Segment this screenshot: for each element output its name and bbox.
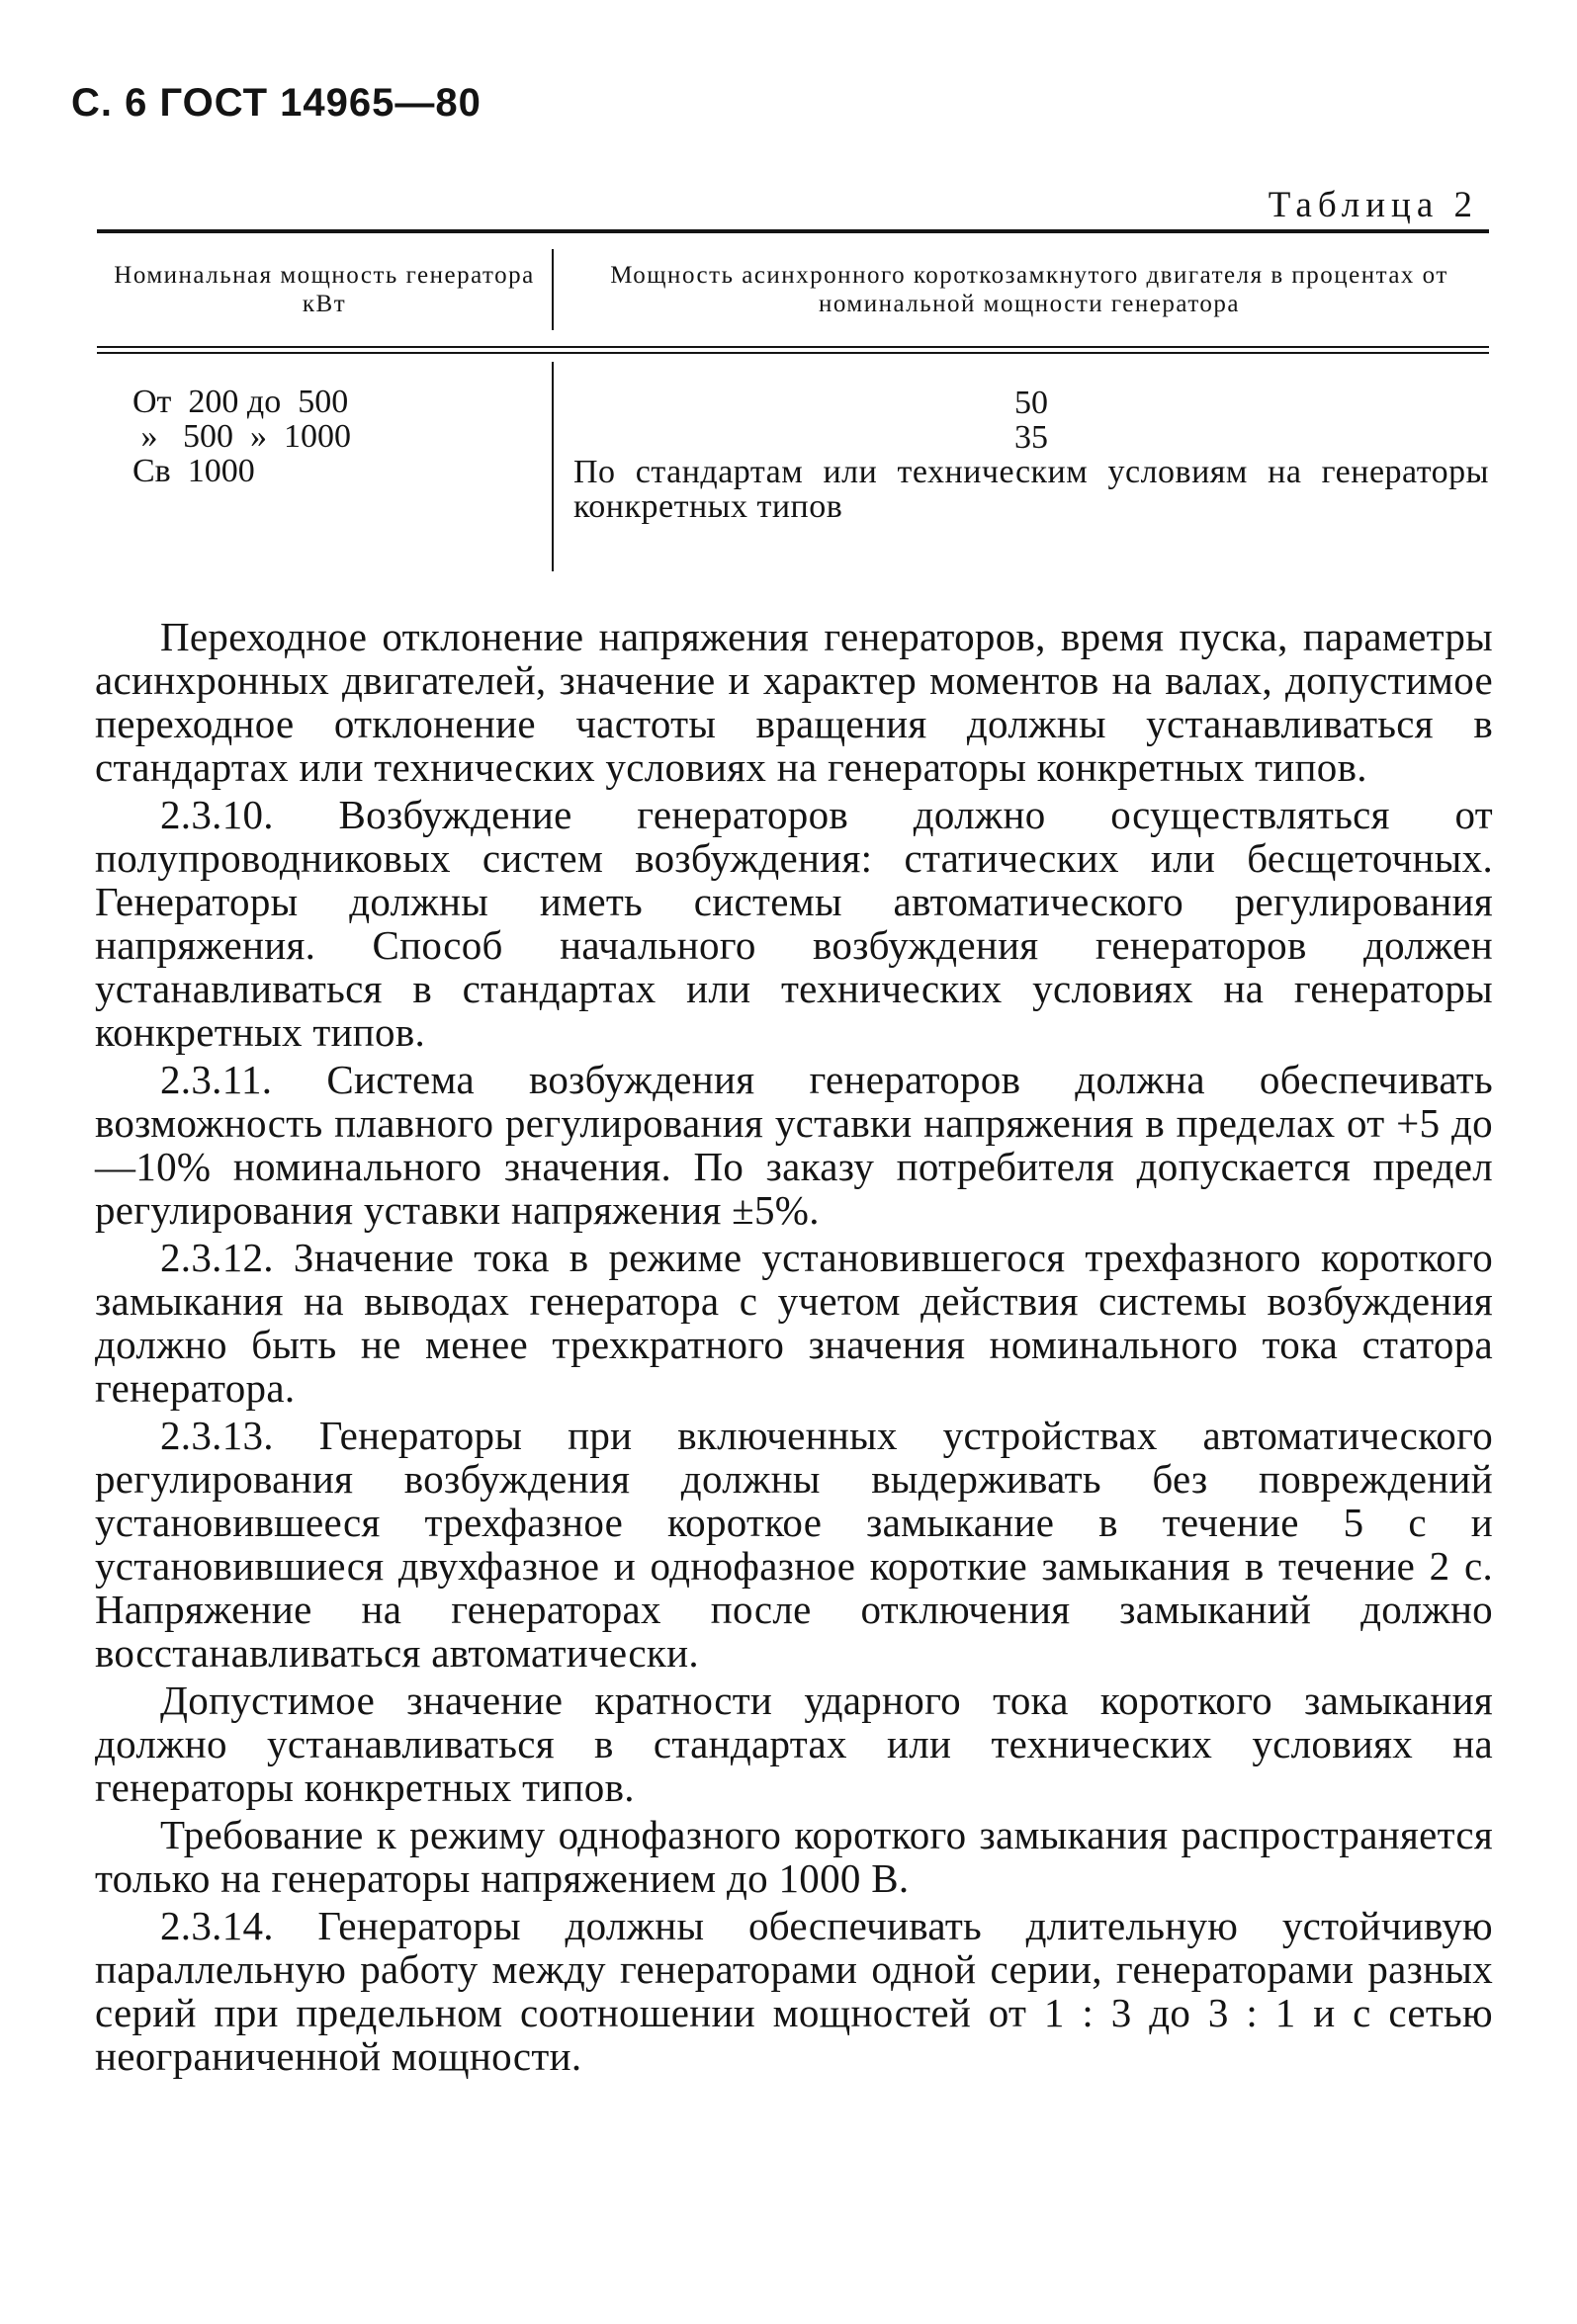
- generator-power-column: [132, 386, 538, 489]
- motor-power-column: [573, 386, 1489, 524]
- table-cell-power: » 500 » 1000: [132, 418, 351, 455]
- table-body-divider: [552, 362, 554, 571]
- table-cell-motor: 35: [1014, 419, 1048, 456]
- table-cell-power: От 200 до 500: [132, 384, 349, 420]
- paragraph-surge-current: Допустимое значение кратности ударного тока короткого замыкания должно устанавливаться в стандартах или технических условиях на генераторы конкретных типов.: [95, 1678, 1493, 1810]
- clause-2-3-11: 2.3.11. Система возбуждения генераторов должна обеспечивать возможность плавного регулирования уставки напряжения в пределах от +5 до —10% номинального значения. По заказу потребителя допускается предел регулирования уставки напряжения ±5%.: [95, 1057, 1493, 1233]
- clause-2-3-13: 2.3.13. Генераторы при включенных устройствах автоматического регулирования возбуждения должны выдерживать без повреждений установившееся трехфазное короткое замыкание в течение 5 с и установившиеся двухфазное и однофазное короткие замыкания в течение 2 с. Напряжение на генераторах после отключения замыканий должно восстанавливаться автоматически.: [95, 1413, 1493, 1676]
- table-top-rule: [97, 229, 1489, 233]
- clause-2-3-12: 2.3.12. Значение тока в режиме установившегося трехфазного короткого замыкания на выводах генератора с учетом действия системы возбуждения должно быть не менее трехкратного значения номинального тока статора генератора.: [95, 1235, 1493, 1411]
- clause-2-3-10: 2.3.10. Возбуждение генераторов должно осуществляться от полупроводниковых систем возбуждения: статических или бесщеточных. Генераторы должны иметь системы автоматического регулирования напряжения. Способ начального возбуждения генераторов должен устанавливаться в стандартах или технических условиях на генераторы конкретных типов.: [95, 792, 1493, 1055]
- column-header-generator-power: Номинальная мощность генератора кВт: [114, 262, 535, 317]
- table-caption: Таблица 2: [1268, 185, 1478, 225]
- table-cell-motor: 50: [1014, 385, 1048, 421]
- table-cell-motor: По стандартам или техническим условиям на генераторы конкретных типов: [573, 454, 1489, 525]
- table-header-divider: [552, 249, 554, 330]
- running-head: С. 6 ГОСТ 14965—80: [71, 81, 482, 125]
- power-table: [97, 229, 1489, 577]
- clause-2-3-14: 2.3.14. Генераторы должны обеспечивать длительную устойчивую параллельную работу между генераторами одной серии, генераторами разных серий при предельном соотношении мощностей от 1 : 3 до 3 : 1 и с сетью неограниченной мощности.: [95, 1903, 1493, 2079]
- table-header-rule-double: [97, 352, 1489, 354]
- table-cell-power: Св 1000: [132, 453, 255, 489]
- body-text: [95, 615, 1493, 2082]
- paragraph-transient: Переходное отклонение напряжения генераторов, время пуска, параметры асинхронных двигателей, значение и характер моментов на валах, допустимое переходное отклонение частоты вращения должны устанавливаться в стандартах или технических условиях на генераторы конкретных типов.: [95, 614, 1493, 790]
- table-header-rule: [97, 346, 1489, 348]
- column-header-motor-power: Мощность асинхронного короткозамкнутого двигателя в процентах от номинальной мощности генератора: [610, 262, 1448, 317]
- paragraph-single-phase: Требование к режиму однофазного короткого замыкания распространяется только на генераторы напряжением до 1000 В.: [95, 1812, 1493, 1901]
